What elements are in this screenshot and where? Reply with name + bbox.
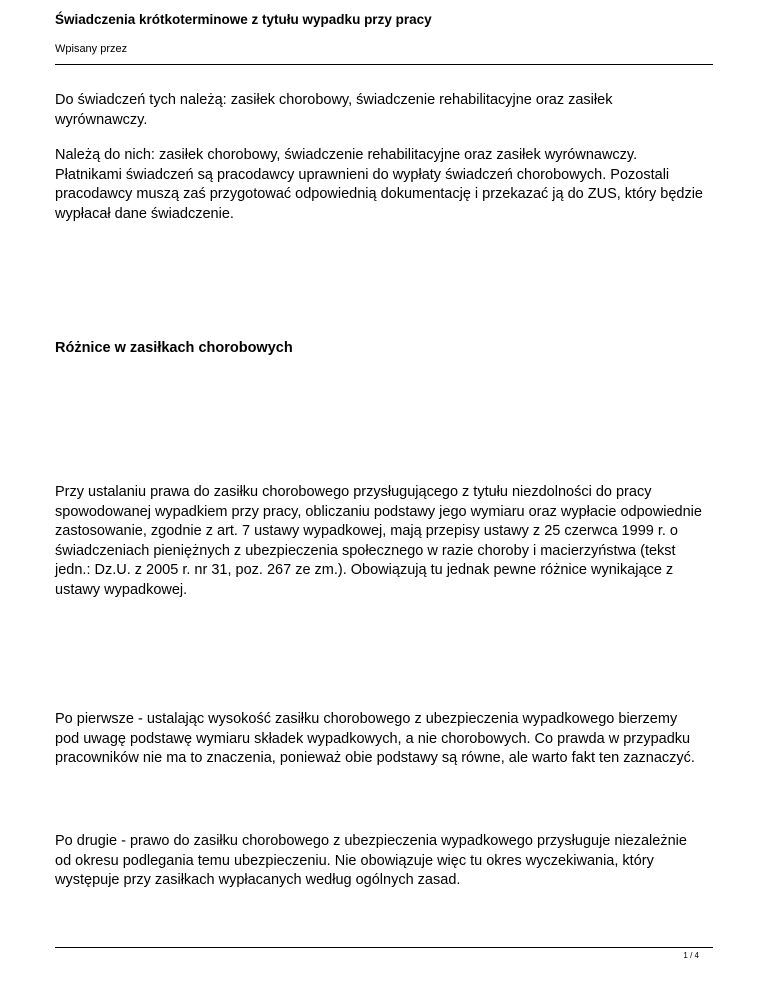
header-divider: [55, 64, 713, 65]
author-label: Wpisany przez: [55, 43, 128, 55]
section-heading: Różnice w zasiłkach chorobowych: [55, 340, 293, 356]
page-number: 1 / 4: [683, 951, 699, 960]
document-title: Świadczenia krótkoterminowe z tytułu wypadku przy pracy: [55, 12, 432, 27]
paragraph-payers: Należą do nich: zasiłek chorobowy, świadczenie rehabilitacyjne oraz zasiłek wyrównawczy. Płatnikami świadczeń są pracodawcy uprawnieni do wypłaty świadczeń chorobowych. Pozostali pracodawcy muszą zaś przygotować odpowiednią dokumentację i przekazać ją do ZUS, który będzie wypłacał dane świadczenie.: [55, 147, 703, 222]
footer-divider: [55, 947, 713, 948]
paragraph-intro: Do świadczeń tych należą: zasiłek chorobowy, świadczenie rehabilitacyjne oraz zasiłek wyrównawczy.: [55, 92, 613, 128]
paragraph-legal-basis: Przy ustalaniu prawa do zasiłku chorobowego przysługującego z tytułu niezdolności do pracy spowodowanej wypadkiem przy pracy, obliczaniu podstawy jego wymiaru oraz wypłacie odpowiednie zastosowanie, zgodnie z art. 7 ustawy wypadkowej, mają przepisy ustawy z 25 czerwca 1999 r. o świadczeniach pieniężnych z ubezpieczenia społecznego w razie choroby i macierzyństwa (tekst jedn.: Dz.U. z 2005 r. nr 31, poz. 267 ze zm.). Obowiązują tu jednak pewne różnice wynikające z ustawy wypadkowej.: [55, 484, 702, 598]
paragraph-first-difference: Po pierwsze - ustalając wysokość zasiłku chorobowego z ubezpieczenia wypadkowego bierzemy pod uwagę podstawę wymiaru składek wypadkowych, a nie chorobowych. Co prawda w przypadku pracowników nie ma to znaczenia, ponieważ obie podstawy są równe, ale warto fakt ten zaznaczyć.: [55, 711, 695, 766]
paragraph-second-difference: Po drugie - prawo do zasiłku chorobowego z ubezpieczenia wypadkowego przysługuje niezależnie od okresu podlegania temu ubezpieczeniu. Nie obowiązuje więc tu okres wyczekiwania, który występuje przy zasiłkach wypłacanych według ogólnych zasad.: [55, 833, 687, 888]
